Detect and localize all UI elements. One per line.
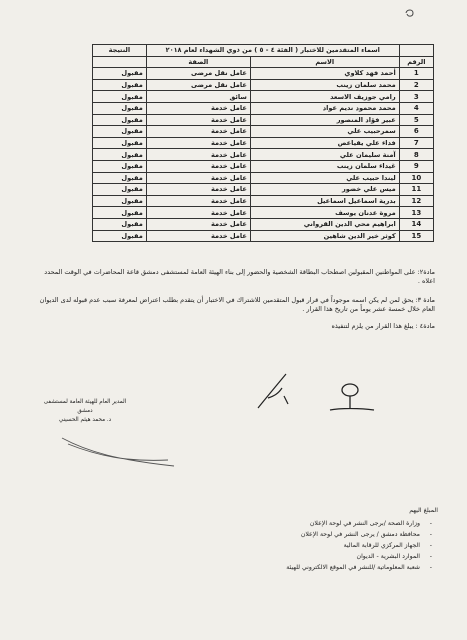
row-desc: عامل نقل مرضى [146, 68, 250, 80]
row-name: آمنة سليمان علي [250, 149, 399, 161]
row-name: عبير فؤاد المنصور [250, 114, 399, 126]
header-desc: الصفة [146, 56, 250, 68]
recipients-block [200, 505, 438, 573]
row-num: 14 [399, 218, 433, 230]
table-row [93, 207, 434, 219]
results-table [92, 44, 434, 242]
article-attendance: مادة٢: على المواطنين المقبولين اصطحاب البطاقة الشخصية والحضور إلى بناء الهيئة العامة لمستشفى دمشق قاعة المحاضرات في الوقت المحدد اعلاه . [44, 268, 435, 285]
row-desc: عامل خدمة [146, 114, 250, 126]
row-desc: عامل خدمة [146, 172, 250, 184]
row-desc: عامل نقل مرضى [146, 79, 250, 91]
row-desc: سائق [146, 91, 250, 103]
table-row [93, 68, 434, 80]
table-title: اسماء المتقدمين للاختبار ( الفئة ٤ - ٥ ) من ذوي الشهداء لعام ٢٠١٨ [146, 45, 399, 57]
table-row [93, 114, 434, 126]
row-name: مروة عدنان يوسف [250, 207, 399, 219]
recipient-item: - الموارد البشرية - الديوان [200, 551, 420, 562]
row-desc: عامل خدمة [146, 137, 250, 149]
table-row [93, 149, 434, 161]
table-row [93, 126, 434, 138]
row-name: كوثر خير الدين شاهين [250, 230, 399, 242]
row-desc: عامل خدمة [146, 184, 250, 196]
row-result: مقبول [93, 195, 147, 207]
row-desc: عامل خدمة [146, 207, 250, 219]
row-name: ميس علي خضور [250, 184, 399, 196]
table-body [93, 68, 434, 242]
row-num: 4 [399, 102, 433, 114]
row-num: 6 [399, 126, 433, 138]
row-desc: عامل خدمة [146, 126, 250, 138]
header-name: الاسم [250, 56, 399, 68]
row-result: مقبول [93, 230, 147, 242]
row-num: 8 [399, 149, 433, 161]
row-desc: عامل خدمة [146, 102, 250, 114]
table-row [93, 195, 434, 207]
row-name: محمد سلمان زينب [250, 79, 399, 91]
row-num: 10 [399, 172, 433, 184]
row-name: ليندا حبيب علي [250, 172, 399, 184]
row-desc: عامل خدمة [146, 230, 250, 242]
row-desc: عامل خدمة [146, 218, 250, 230]
recipient-item: - الجهاز المركزي للرقابة المالية [200, 540, 420, 551]
row-result: مقبول [93, 126, 147, 138]
row-desc: عامل خدمة [146, 160, 250, 172]
table-row [93, 102, 434, 114]
table-row [93, 137, 434, 149]
row-name: فداء علي يقياعص [250, 137, 399, 149]
row-desc: عامل خدمة [146, 149, 250, 161]
table-row [93, 91, 434, 103]
page-marker-scribble [405, 8, 415, 18]
row-result: مقبول [93, 184, 147, 196]
row-desc: عامل خدمة [146, 195, 250, 207]
initials-signature [256, 368, 292, 412]
row-num: 3 [399, 91, 433, 103]
recipients-heading: المبلغ اليهم [409, 507, 438, 514]
article-notify: مادة٤ : يبلغ هذا القرار من يلزم لتنفيذه [331, 322, 435, 330]
row-num: 1 [399, 68, 433, 80]
row-name: رامي جوزيف الاسعد [250, 91, 399, 103]
row-num: 2 [399, 79, 433, 91]
recipient-item: - محافظة دمشق / يرجى النشر في لوحة الإعلان [200, 529, 420, 540]
row-num: 15 [399, 230, 433, 242]
recipients-list [200, 518, 438, 573]
row-result: مقبول [93, 218, 147, 230]
row-result: مقبول [93, 102, 147, 114]
row-name: محمد محمود نديم عواد [250, 102, 399, 114]
row-num: 5 [399, 114, 433, 126]
row-result: مقبول [93, 207, 147, 219]
table-title-row [93, 45, 434, 57]
table-row [93, 184, 434, 196]
header-num: الرقم [399, 56, 433, 68]
row-num: 12 [399, 195, 433, 207]
director-signature [58, 430, 178, 470]
table-row [93, 230, 434, 242]
header-result: النتيجة [93, 45, 147, 57]
row-result: مقبول [93, 91, 147, 103]
row-num: 13 [399, 207, 433, 219]
row-name: أحمد فهد كلاوي [250, 68, 399, 80]
table-header-row [93, 56, 434, 68]
row-num: 9 [399, 160, 433, 172]
table-row [93, 218, 434, 230]
recipient-item: - وزارة الصحة /برجى النشر في لوحة الإعلان [200, 518, 420, 529]
row-result: مقبول [93, 114, 147, 126]
row-name: غيداء سلمان زينب [250, 160, 399, 172]
table-row [93, 79, 434, 91]
recipient-item: - شعبة المعلوماتية /للنشر في الموقع الالكتروني للهيئة [200, 562, 420, 573]
stamp-signature [320, 378, 380, 418]
row-name: ابراهيم محي الدين القرواني [250, 218, 399, 230]
row-num: 7 [399, 137, 433, 149]
row-result: مقبول [93, 137, 147, 149]
row-result: مقبول [93, 160, 147, 172]
row-result: مقبول [93, 68, 147, 80]
table-row [93, 172, 434, 184]
article-objection: مادة ٣: يحق لمن لم يكن اسمه موجوداً في قرار قبول المتقدمين للاشتراك في الاختبار أن يتقدم بطلب اعتراض لمعرفة سبب عدم قبوله لدى الديوان العام خلال خمسة عشر يوماً من تاريخ هذا القرار . [39, 296, 435, 313]
row-result: مقبول [93, 149, 147, 161]
signature-block [40, 398, 130, 425]
signatory-name: د. محمد هيثم الحسيني [58, 417, 112, 423]
row-num: 11 [399, 184, 433, 196]
row-name: سمرحبيب علي [250, 126, 399, 138]
table-row [93, 160, 434, 172]
row-name: بدرية اسماعيل اسماعيل [250, 195, 399, 207]
row-result: مقبول [93, 172, 147, 184]
signatory-title: المدير العام للهيئة العامة لمستشفى دمشق [43, 399, 127, 414]
row-result: مقبول [93, 79, 147, 91]
